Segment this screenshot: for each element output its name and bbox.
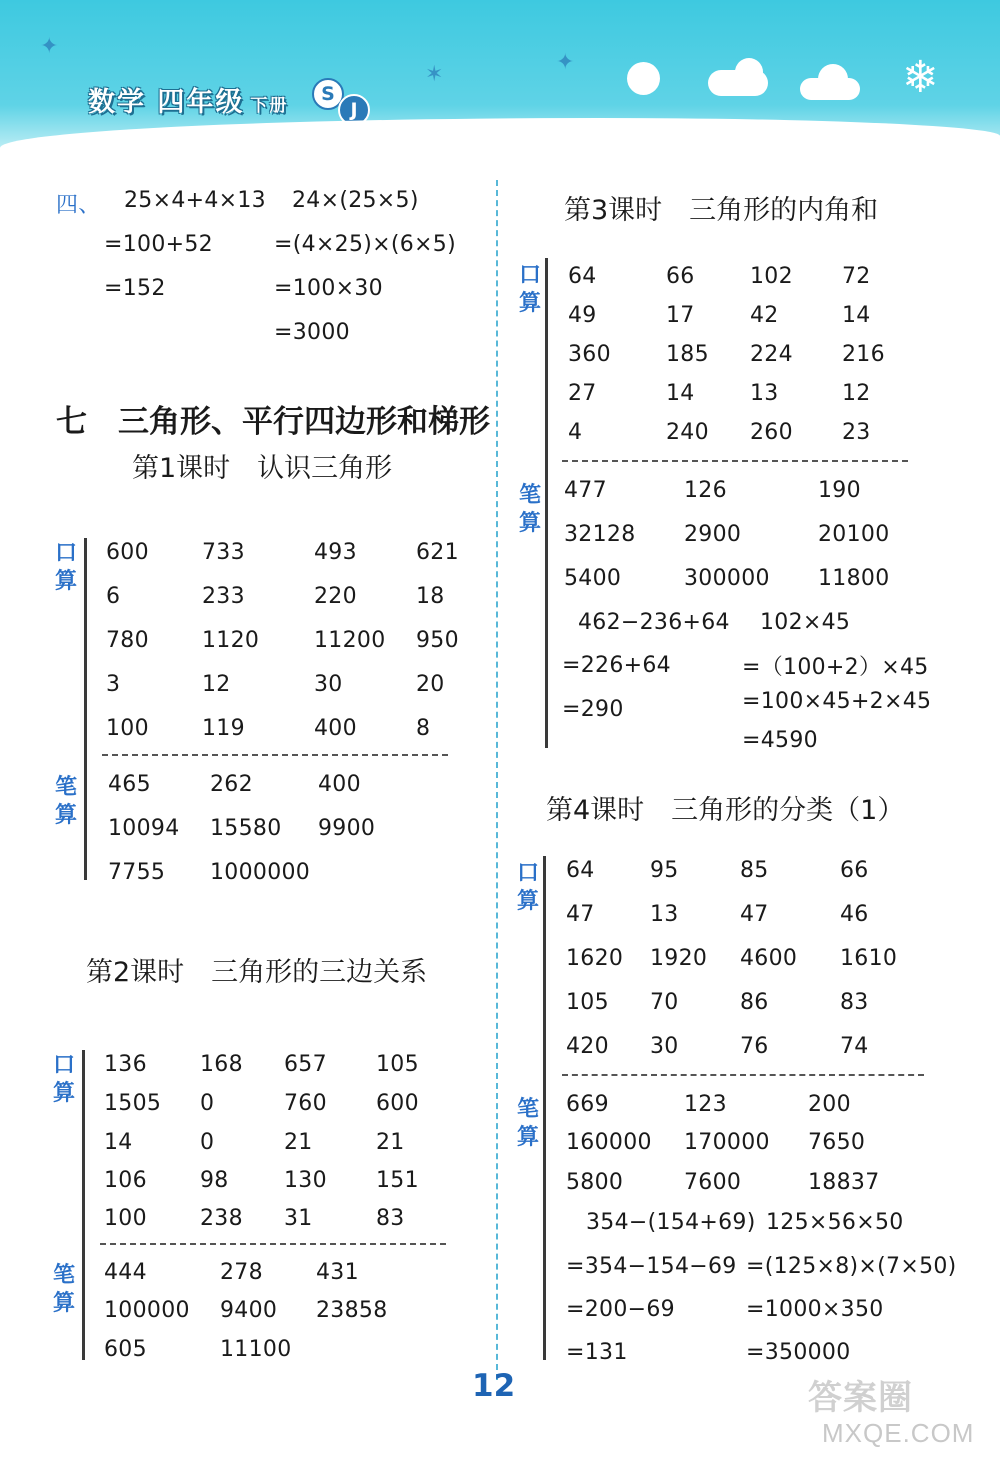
answer-cell: 170000 bbox=[684, 1130, 770, 1155]
expression-step: =3000 bbox=[274, 320, 350, 345]
answer-cell: 0 bbox=[200, 1130, 215, 1155]
oral-tag: 口 算 bbox=[52, 1053, 75, 1106]
answer-cell: 30 bbox=[314, 672, 343, 697]
answer-cell: 13 bbox=[750, 381, 779, 406]
expression-step: =131 bbox=[566, 1340, 628, 1365]
answer-cell: 10094 bbox=[108, 816, 180, 841]
publisher-badge-s: S bbox=[312, 78, 344, 110]
sparkle-icon: ✦ bbox=[556, 50, 575, 75]
grade-label: 四年级 bbox=[157, 87, 245, 118]
answer-cell: 238 bbox=[200, 1206, 243, 1231]
star-icon: ✶ bbox=[425, 62, 444, 87]
answer-cell: 64 bbox=[566, 858, 595, 883]
answer-cell: 100 bbox=[104, 1206, 147, 1231]
answer-cell: 32128 bbox=[564, 522, 636, 547]
snowflake-icon: ❄ bbox=[902, 52, 939, 103]
answer-cell: 151 bbox=[376, 1168, 419, 1193]
watermark-logo: 答案圈 bbox=[808, 1378, 913, 1418]
answer-cell: 17 bbox=[666, 303, 695, 328]
answer-cell: 21 bbox=[376, 1130, 405, 1155]
answer-cell: 5400 bbox=[564, 566, 622, 591]
answer-cell: 18 bbox=[416, 584, 445, 609]
answer-cell: 18837 bbox=[808, 1170, 880, 1195]
answer-cell: 14 bbox=[842, 303, 871, 328]
left-rule bbox=[82, 1050, 85, 1360]
answer-cell: 1920 bbox=[650, 946, 708, 971]
expression: 125×56×50 bbox=[766, 1210, 904, 1235]
answer-cell: 21 bbox=[284, 1130, 313, 1155]
answer-cell: 27 bbox=[568, 381, 597, 406]
sparkle-icon: ✦ bbox=[40, 34, 59, 59]
answer-cell: 130 bbox=[284, 1168, 327, 1193]
answer-cell: 477 bbox=[564, 478, 607, 503]
answer-cell: 13 bbox=[650, 902, 679, 927]
answer-cell: 11100 bbox=[220, 1337, 292, 1362]
written-tag: 笔 算 bbox=[518, 483, 541, 536]
answer-cell: 260 bbox=[750, 420, 793, 445]
answer-cell: 216 bbox=[842, 342, 885, 367]
answer-cell: 669 bbox=[566, 1092, 609, 1117]
lesson-title: 第1课时 认识三角形 bbox=[132, 453, 393, 484]
left-rule bbox=[543, 856, 546, 1360]
expression: 24×(25×5) bbox=[292, 188, 419, 213]
expression: 102×45 bbox=[760, 610, 851, 635]
answer-cell: 119 bbox=[202, 716, 245, 741]
answer-cell: 1120 bbox=[202, 628, 260, 653]
answer-cell: 15580 bbox=[210, 816, 282, 841]
answer-cell: 12 bbox=[842, 381, 871, 406]
expression-step: =(125×8)×(7×50) bbox=[746, 1254, 957, 1279]
answer-cell: 160000 bbox=[566, 1130, 652, 1155]
answer-cell: 47 bbox=[566, 902, 595, 927]
oral-tag: 口 算 bbox=[516, 861, 539, 914]
expression-step: =354−154−69 bbox=[566, 1254, 737, 1279]
answer-cell: 4600 bbox=[740, 946, 798, 971]
answer-cell: 262 bbox=[210, 772, 253, 797]
expression-step: =（100+2）×45 bbox=[742, 655, 929, 680]
answer-cell: 233 bbox=[202, 584, 245, 609]
expression: 354−(154+69) bbox=[586, 1210, 756, 1235]
answer-cell: 9400 bbox=[220, 1298, 278, 1323]
answer-cell: 760 bbox=[284, 1091, 327, 1116]
answer-cell: 31 bbox=[284, 1206, 313, 1231]
answer-cell: 2900 bbox=[684, 522, 742, 547]
answer-cell: 23 bbox=[842, 420, 871, 445]
answer-cell: 4 bbox=[568, 420, 583, 445]
lesson-title: 第4课时 三角形的分类（1） bbox=[546, 795, 905, 826]
section-separator bbox=[100, 1243, 446, 1245]
answer-cell: 1505 bbox=[104, 1091, 162, 1116]
answer-cell: 83 bbox=[840, 990, 869, 1015]
page-number: 12 bbox=[472, 1368, 516, 1404]
answer-cell: 95 bbox=[650, 858, 679, 883]
answer-cell: 136 bbox=[104, 1052, 147, 1077]
answer-cell: 83 bbox=[376, 1206, 405, 1231]
lesson-title: 第3课时 三角形的内角和 bbox=[564, 195, 879, 226]
answer-cell: 64 bbox=[568, 264, 597, 289]
expression-step: =350000 bbox=[746, 1340, 851, 1365]
answer-cell: 106 bbox=[104, 1168, 147, 1193]
answer-cell: 102 bbox=[750, 264, 793, 289]
answer-cell: 11200 bbox=[314, 628, 386, 653]
answer-cell: 621 bbox=[416, 540, 459, 565]
written-tag: 笔 算 bbox=[52, 1263, 75, 1316]
answer-cell: 605 bbox=[104, 1337, 147, 1362]
section-number: 四、 bbox=[56, 193, 101, 218]
answer-cell: 30 bbox=[650, 1034, 679, 1059]
section-separator bbox=[562, 460, 908, 462]
answer-cell: 100000 bbox=[104, 1298, 190, 1323]
answer-cell: 66 bbox=[840, 858, 869, 883]
answer-cell: 9900 bbox=[318, 816, 376, 841]
answer-cell: 278 bbox=[220, 1260, 263, 1285]
column-divider bbox=[496, 180, 498, 1380]
answer-cell: 400 bbox=[314, 716, 357, 741]
answer-cell: 86 bbox=[740, 990, 769, 1015]
answer-cell: 1610 bbox=[840, 946, 898, 971]
answer-cell: 20 bbox=[416, 672, 445, 697]
answer-cell: 600 bbox=[376, 1091, 419, 1116]
watermark-url: MXQE.COM bbox=[822, 1418, 975, 1448]
oral-tag: 口 算 bbox=[54, 541, 77, 594]
answer-cell: 74 bbox=[840, 1034, 869, 1059]
oral-tag: 口 算 bbox=[518, 263, 541, 316]
expression-step: =100×30 bbox=[274, 276, 383, 301]
book-title bbox=[88, 80, 288, 119]
answer-cell: 493 bbox=[314, 540, 357, 565]
answer-cell: 420 bbox=[566, 1034, 609, 1059]
left-rule bbox=[84, 538, 87, 880]
answer-cell: 780 bbox=[106, 628, 149, 653]
answer-cell: 1000000 bbox=[210, 860, 311, 885]
answer-cell: 7650 bbox=[808, 1130, 866, 1155]
answer-cell: 14 bbox=[666, 381, 695, 406]
written-tag: 笔 算 bbox=[516, 1097, 539, 1150]
answer-cell: 3 bbox=[106, 672, 121, 697]
answer-cell: 5800 bbox=[566, 1170, 624, 1195]
answer-cell: 98 bbox=[200, 1168, 229, 1193]
answer-cell: 47 bbox=[740, 902, 769, 927]
answer-cell: 100 bbox=[106, 716, 149, 741]
answer-cell: 240 bbox=[666, 420, 709, 445]
expression-step: =(4×25)×(6×5) bbox=[274, 232, 456, 257]
answer-cell: 733 bbox=[202, 540, 245, 565]
answer-cell: 105 bbox=[566, 990, 609, 1015]
answer-cell: 1620 bbox=[566, 946, 624, 971]
answer-cell: 185 bbox=[666, 342, 709, 367]
subject-label: 数学 bbox=[88, 87, 146, 118]
answer-cell: 220 bbox=[314, 584, 357, 609]
expression: 25×4+4×13 bbox=[124, 188, 266, 213]
answer-cell: 465 bbox=[108, 772, 151, 797]
unit-title: 七 三角形、平行四边形和梯形 bbox=[56, 404, 490, 440]
expression-step: =4590 bbox=[742, 728, 818, 753]
publisher-badge-j: J bbox=[338, 94, 370, 126]
volume-label: 下册 bbox=[250, 96, 289, 116]
answer-cell: 950 bbox=[416, 628, 459, 653]
expression-step: =290 bbox=[562, 697, 624, 722]
answer-cell: 7755 bbox=[108, 860, 166, 885]
left-rule bbox=[545, 258, 548, 748]
section-separator bbox=[562, 1074, 924, 1076]
answer-cell: 444 bbox=[104, 1260, 147, 1285]
answer-cell: 76 bbox=[740, 1034, 769, 1059]
answer-cell: 11800 bbox=[818, 566, 890, 591]
answer-cell: 20100 bbox=[818, 522, 890, 547]
answer-cell: 7600 bbox=[684, 1170, 742, 1195]
answer-cell: 12 bbox=[202, 672, 231, 697]
answer-cell: 600 bbox=[106, 540, 149, 565]
answer-cell: 66 bbox=[666, 264, 695, 289]
expression-step: =152 bbox=[104, 276, 166, 301]
lesson-title: 第2课时 三角形的三边关系 bbox=[86, 957, 428, 988]
answer-cell: 224 bbox=[750, 342, 793, 367]
sun-icon bbox=[627, 62, 660, 95]
answer-cell: 400 bbox=[318, 772, 361, 797]
answer-cell: 23858 bbox=[316, 1298, 388, 1323]
expression: 462−236+64 bbox=[578, 610, 730, 635]
answer-cell: 6 bbox=[106, 584, 121, 609]
answer-cell: 105 bbox=[376, 1052, 419, 1077]
answer-cell: 300000 bbox=[684, 566, 770, 591]
expression-step: =1000×350 bbox=[746, 1297, 884, 1322]
answer-cell: 200 bbox=[808, 1092, 851, 1117]
answer-cell: 70 bbox=[650, 990, 679, 1015]
expression-step: =100+52 bbox=[104, 232, 213, 257]
expression-step: =226+64 bbox=[562, 653, 671, 678]
answer-cell: 72 bbox=[842, 264, 871, 289]
answer-cell: 49 bbox=[568, 303, 597, 328]
answer-cell: 431 bbox=[316, 1260, 359, 1285]
answer-cell: 85 bbox=[740, 858, 769, 883]
answer-cell: 126 bbox=[684, 478, 727, 503]
section-separator bbox=[102, 754, 448, 756]
written-tag: 笔 算 bbox=[54, 775, 77, 828]
answer-cell: 657 bbox=[284, 1052, 327, 1077]
answer-cell: 0 bbox=[200, 1091, 215, 1116]
expression-step: =200−69 bbox=[566, 1297, 675, 1322]
answer-cell: 168 bbox=[200, 1052, 243, 1077]
answer-cell: 8 bbox=[416, 716, 431, 741]
answer-cell: 46 bbox=[840, 902, 869, 927]
page-header-banner bbox=[0, 0, 1000, 150]
answer-cell: 190 bbox=[818, 478, 861, 503]
answer-cell: 123 bbox=[684, 1092, 727, 1117]
answer-cell: 360 bbox=[568, 342, 611, 367]
answer-cell: 42 bbox=[750, 303, 779, 328]
expression-step: =100×45+2×45 bbox=[742, 689, 932, 714]
answer-cell: 14 bbox=[104, 1130, 133, 1155]
